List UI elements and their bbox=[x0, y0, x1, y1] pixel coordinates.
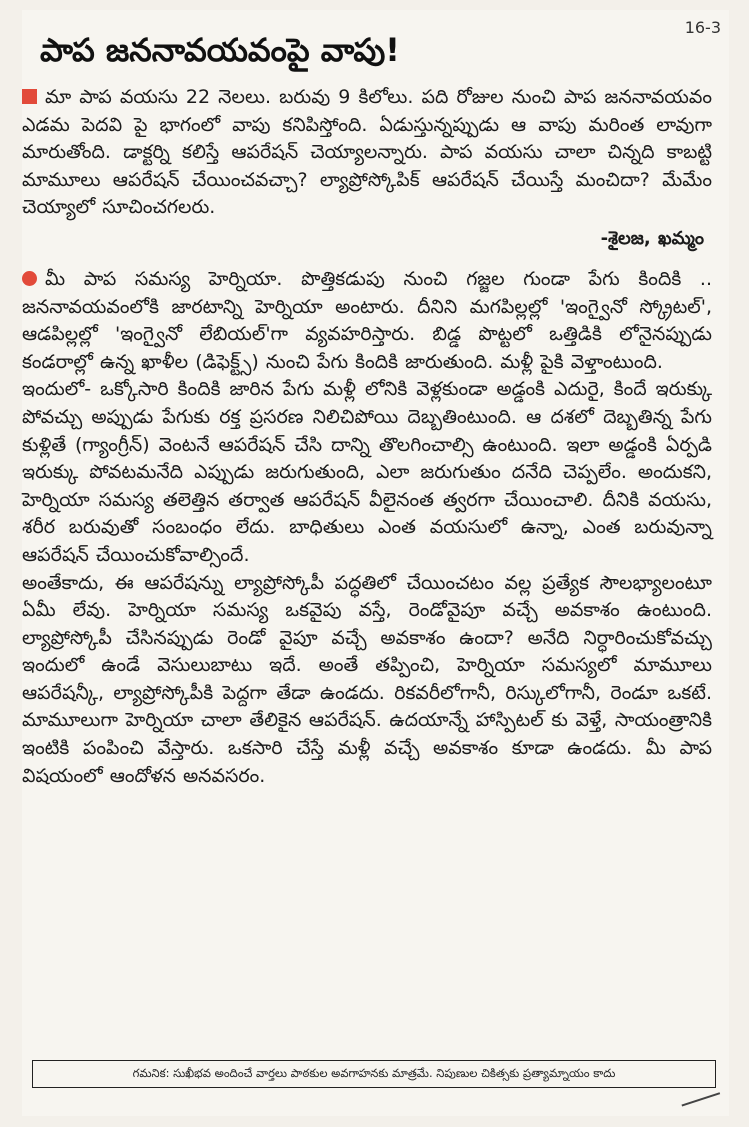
disclaimer-box: గమనిక: సుఖీభవ అందించే వార్తలు పాఠకుల అవగాహనకు మాత్రమే. నిపుణుల చికిత్సకు ప్రత్యామ్నాయం కాదు bbox=[32, 1060, 716, 1088]
answer-paragraph-2: ఇందులో- ఒక్కోసారి కిందికి జారిన పేగు మళ్లీ లోనికి వెళ్లకుండా అడ్డంకి ఎదురై, కిందే ఇరుక్కు పోవచ్చు అప్పుడు పేగుకు రక్త ప్రసరణ నిలిచిపోయి దెబ్బతింటుంది. ఆ దశలో దెబ్బతిన్న పేగు కుళ్లితే (గ్యాంగ్రీన్) వెంటనే ఆపరేషన్ చేసి దాన్ని తొలగించాల్సి ఉంటుంది. ఇలా అడ్డంకి ఏర్పడి ఇరుక్కు పోవటమనేది ఎప్పుడు జరుగుతుంది, ఎలా జరుగుతుం దనేది చెప్పలేం. అందుకని, హెర్నియా సమస్య తలెత్తిన తర్వాత ఆపరేషన్ వీలైనంత త్వరగా చేయించాలి. దీనికి వయసు, శరీర బరువుతో సంబంధం లేదు. బాధితులు ఎంత వయసులో ఉన్నా, ఎంత బరువున్నా ఆపరేషన్ చేయించుకోవాల్సిందే. bbox=[22, 378, 712, 566]
answer-paragraph-3: అంతేకాదు, ఈ ఆపరేషన్ను ల్యాప్రోస్కోపీ పద్ధతిలో చేయించటం వల్ల ప్రత్యేక సౌలభ్యాలంటూ ఏమీ లేవు. హెర్నియా సమస్య ఒకవైపు వస్తే, రెండోవైపూ వచ్చే అవకాశం ఉంటుంది. ల్యాప్రోస్కోపీ చేసినప్పుడు రెండో వైపూ వచ్చే అవకాశం ఉందా? అనేది నిర్ధారించుకోవచ్చు ఇందులో ఉండే వెసులుబాటు ఇదే. అంతే తప్పించి, హెర్నియా సమస్యలో మామూలు ఆపరేషన్కీ, ల్యాప్రోస్కోపీకి పెద్దగా తేడా ఉండదు. రికవరీలోగానీ, రిస్కులోగానీ, రెండూ ఒకటే. మామూలుగా హెర్నియా చాలా తేలికైన ఆపరేషన్. ఉదయాన్నే హాస్పిటల్ కు వెళ్తే, సాయంత్రానికి ఇంటికి పంపించి వేస్తారు. ఒకసారి చేస్తే మళ్లీ వచ్చే అవకాశం కూడా ఉండదు. మీ పాప విషయంలో ఆందోళన అనవసరం. bbox=[22, 571, 712, 787]
question-signature: -శైలజ, ఖమ్మం bbox=[600, 227, 704, 249]
question-marker-icon bbox=[22, 89, 37, 104]
answer-block bbox=[22, 266, 712, 790]
question-block bbox=[22, 84, 712, 254]
article-body bbox=[22, 84, 712, 790]
question-text: మా పాప వయసు 22 నెలలు. బరువు 9 కిలోలు. పది రోజుల నుంచి పాప జననావయవం ఎడమ పెదవి పై భాగంలో వాపు కనిపిస్తోంది. ఏడుస్తున్నప్పుడు ఆ వాపు మరింత లావుగా మారుతోంది. డాక్టర్ని కలిస్తే ఆపరేషన్ చెయ్యాలన్నారు. పాప వయసు చాలా చిన్నది కాబట్టి మామూలు ఆపరేషన్ చేయించవచ్చా? ల్యాప్రోస్కోపిక్ ఆపరేషన్ చేయిస్తే మంచిదా? మేమేం చెయ్యాలో సూచించగలరు. bbox=[22, 86, 712, 219]
article-page bbox=[22, 10, 729, 1116]
corner-mark bbox=[682, 1092, 725, 1120]
article-headline: పాప జననావయవంపై వాపు! bbox=[40, 31, 400, 69]
answer-paragraph-1: మీ పాప సమస్య హెర్నియా. పొత్తికడుపు నుంచి గజ్జల గుండా పేగు కిందికి .. జననావయవంలోకి జారటాన్ని హెర్నియా అంటారు. దీనిని మగపిల్లల్లో 'ఇంగ్వైనో స్క్రోటల్', ఆడపిల్లల్లో 'ఇంగ్వైనో లేబియల్'గా వ్యవహరిస్తారు. బిడ్డ పొట్టలో ఒత్తిడికి లోనైనప్పుడు కండరాల్లో ఉన్న ఖాళీల (డిఫెక్ట్స్) నుంచి పేగు కిందికి జారుతుంది. మళ్లీ పైకి వెళ్తాంటుంది. bbox=[22, 267, 712, 373]
page-number: 16-3 bbox=[684, 18, 721, 37]
answer-marker-icon bbox=[22, 271, 37, 286]
